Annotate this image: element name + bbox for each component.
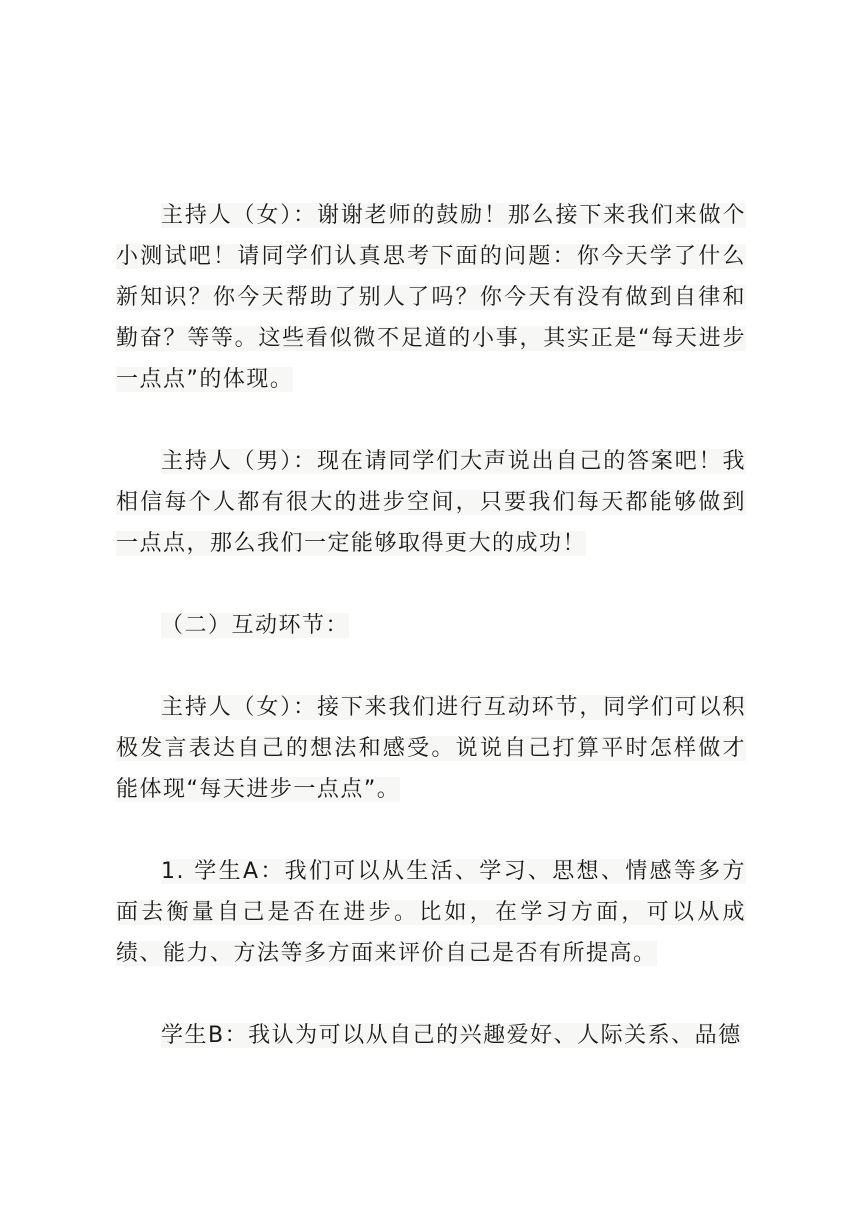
paragraph-host-female-quiz: 主持人（女）：谢谢老师的鼓励！那么接下来我们来做个小测试吧！请同学们认真思考下面的问题：你今天学了什么新知识？你今天帮助了别人了吗？你今天有没有做到自律和勤奋？等等。这些看似微不足道的小事，其实正是“每天进步一点点”的体现。 [116,203,746,392]
paragraph-student-b: 学生B：我认为可以从自己的兴趣爱好、人际关系、品德 [161,1023,742,1048]
paragraph-host-male-answers: 主持人（男）：现在请同学们大声说出自己的答案吧！我相信每个人都有很大的进步空间，只要我们每天都能够做到一点点，那么我们一定能够取得更大的成功！ [116,449,746,556]
paragraph-host-female-interaction: 主持人（女）：接下来我们进行互动环节，同学们可以积极发言表达自己的想法和感受。说说自己打算平时怎样做才能体现“每天进步一点点”。 [116,695,746,802]
section-heading-interaction: （二）互动环节： [161,613,350,638]
paragraph-student-a: 1. 学生A：我们可以从生活、学习、思想、情感等多方面去衡量自己是否在进步。比如，在学习方面，可以从成绩、能力、方法等多方面来评价自己是否有所提高。 [116,859,746,966]
document-body [116,195,746,1097]
